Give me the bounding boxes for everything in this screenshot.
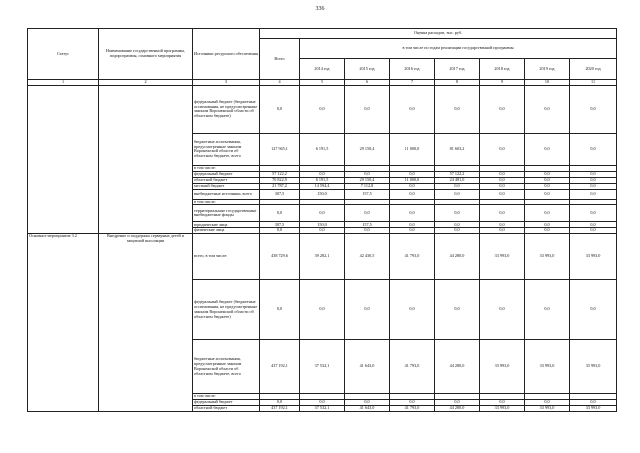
value-cell: 0,0 xyxy=(525,222,570,228)
value-cell: 33 993,0 xyxy=(525,234,570,280)
status-cell: Основное мероприятие 3.2 xyxy=(28,234,99,412)
value-cell: 437 192,1 xyxy=(260,340,300,394)
header-year: 2014 год xyxy=(300,59,345,80)
value-cell: 41 793,0 xyxy=(390,234,435,280)
empty-cell xyxy=(99,85,193,233)
value-cell: 42 430,5 xyxy=(345,234,390,280)
value-cell: 307,5 xyxy=(260,189,300,199)
value-cell: 0,0 xyxy=(480,133,525,165)
column-number: 10 xyxy=(525,80,570,86)
value-cell: 0,0 xyxy=(570,133,617,165)
value-cell: 0,0 xyxy=(260,85,300,133)
value-cell: 33 993,0 xyxy=(525,405,570,411)
header-name: Наименование государственной программы, подпрограммы, основного мероприятия xyxy=(99,29,193,80)
header-year: 2020 год xyxy=(570,59,617,80)
source-cell: федеральный бюджет (бюджетные ассигнования, не предусмотренные законом Воронежской области об областном бюджете) xyxy=(193,280,260,340)
header-by-year: в том числе по годам реализации государственной программы xyxy=(300,39,617,59)
expense-table xyxy=(27,28,617,412)
value-cell: 81 603,2 xyxy=(435,133,480,165)
value-cell: 0,0 xyxy=(300,85,345,133)
value-cell: 0,0 xyxy=(480,228,525,234)
header-year: 2017 год xyxy=(435,59,480,80)
value-cell: 41 793,0 xyxy=(390,405,435,411)
value-cell: 0,0 xyxy=(390,205,435,222)
value-cell: 0,0 xyxy=(300,280,345,340)
value-cell: 0,0 xyxy=(570,400,617,406)
value-cell: 437 192,1 xyxy=(260,405,300,411)
value-cell: 0,0 xyxy=(480,183,525,189)
source-cell: местный бюджет xyxy=(193,183,260,189)
source-cell: областной бюджет xyxy=(193,177,260,183)
value-cell: 6 191,5 xyxy=(300,177,345,183)
table-row xyxy=(28,234,617,280)
value-cell: 44 280,0 xyxy=(435,340,480,394)
header-estimate: Оценка расходов, тыс. руб. xyxy=(260,29,617,39)
column-number: 3 xyxy=(193,80,260,86)
column-number: 11 xyxy=(570,80,617,86)
value-cell: 0,0 xyxy=(570,85,617,133)
value-cell: 0,0 xyxy=(525,171,570,177)
source-cell: федеральный бюджет (бюджетные ассигнования, не предусмотренные законом Воронежской области об областном бюджете) xyxy=(193,85,260,133)
value-cell: 0,0 xyxy=(570,177,617,183)
value-cell: 0,0 xyxy=(260,280,300,340)
value-cell: 0,0 xyxy=(570,280,617,340)
header-total: Всего xyxy=(260,39,300,80)
source-cell: в том числе: xyxy=(193,394,260,400)
value-cell: 150,0 xyxy=(300,222,345,228)
column-number: 6 xyxy=(345,80,390,86)
value-cell: 0,0 xyxy=(570,222,617,228)
value-cell: 0,0 xyxy=(480,171,525,177)
value-cell: 0,0 xyxy=(390,183,435,189)
value-cell: 0,0 xyxy=(390,280,435,340)
value-cell: 24 481,0 xyxy=(435,177,480,183)
source-cell: физические лица xyxy=(193,228,260,234)
value-cell: 438 729,6 xyxy=(260,234,300,280)
value-cell: 57 122,2 xyxy=(435,171,480,177)
program-name-cell: Внедрение и поддержка серверных детей и защитной инсоляции xyxy=(99,234,193,412)
value-cell: 0,0 xyxy=(525,400,570,406)
value-cell: 0,0 xyxy=(525,205,570,222)
header-source: Источники ресурсного обеспечения xyxy=(193,29,260,80)
value-cell: 0,0 xyxy=(345,205,390,222)
value-cell: 33 993,0 xyxy=(570,234,617,280)
value-cell: 33 993,0 xyxy=(570,340,617,394)
column-number: 2 xyxy=(99,80,193,86)
value-cell: 41 643,0 xyxy=(345,405,390,411)
value-cell: 11 000,0 xyxy=(390,177,435,183)
value-cell: 0,0 xyxy=(570,228,617,234)
value-cell: 0,0 xyxy=(480,205,525,222)
value-cell: 7 112,8 xyxy=(345,183,390,189)
value-cell: 0,0 xyxy=(480,280,525,340)
value-cell: 0,0 xyxy=(390,85,435,133)
header-year: 2016 год xyxy=(390,59,435,80)
value-cell: 37 532,1 xyxy=(300,405,345,411)
value-cell: 0,0 xyxy=(435,183,480,189)
value-cell: 0,0 xyxy=(570,171,617,177)
source-cell: в том числе: xyxy=(193,199,260,205)
value-cell: 0,0 xyxy=(300,205,345,222)
value-cell: 44 280,0 xyxy=(435,405,480,411)
value-cell: 0,0 xyxy=(345,171,390,177)
value-cell: 0,0 xyxy=(480,400,525,406)
source-cell: внебюджетные источники, всего xyxy=(193,189,260,199)
value-cell: 0,0 xyxy=(525,228,570,234)
value-cell: 21 787,2 xyxy=(260,183,300,189)
value-cell: 70 822,9 xyxy=(260,177,300,183)
column-number: 1 xyxy=(28,80,99,86)
value-cell: 0,0 xyxy=(435,205,480,222)
value-cell: 127 945,1 xyxy=(260,133,300,165)
source-cell: федеральный бюджет xyxy=(193,171,260,177)
value-cell: 0,0 xyxy=(345,85,390,133)
source-cell: федеральный бюджет xyxy=(193,400,260,406)
value-cell: 0,0 xyxy=(480,85,525,133)
value-cell: 157,5 xyxy=(345,189,390,199)
header-year: 2015 год xyxy=(345,59,390,80)
value-cell: 33 993,0 xyxy=(480,405,525,411)
value-cell: 0,0 xyxy=(390,222,435,228)
value-cell: 157,5 xyxy=(345,222,390,228)
value-cell: 41 793,0 xyxy=(390,340,435,394)
value-cell: 0,0 xyxy=(345,280,390,340)
value-cell: 0,0 xyxy=(260,400,300,406)
value-cell: 0,0 xyxy=(525,177,570,183)
source-cell: юридические лица xyxy=(193,222,260,228)
value-cell: 14 594,4 xyxy=(300,183,345,189)
header-year: 2019 год xyxy=(525,59,570,80)
value-cell: 0,0 xyxy=(390,189,435,199)
header-row-1 xyxy=(28,29,617,39)
column-number: 7 xyxy=(390,80,435,86)
value-cell: 150,0 xyxy=(300,189,345,199)
value-cell: 0,0 xyxy=(525,85,570,133)
value-cell: 39 282,1 xyxy=(300,234,345,280)
value-cell: 0,0 xyxy=(260,205,300,222)
value-cell: 33 993,0 xyxy=(480,340,525,394)
value-cell: 0,0 xyxy=(435,189,480,199)
column-number: 9 xyxy=(480,80,525,86)
value-cell: 33 993,0 xyxy=(525,340,570,394)
value-cell: 0,0 xyxy=(390,400,435,406)
value-cell: 0,0 xyxy=(525,280,570,340)
value-cell: 0,0 xyxy=(480,189,525,199)
value-cell: 0,0 xyxy=(435,85,480,133)
table-row xyxy=(28,85,617,133)
value-cell: 0,0 xyxy=(525,133,570,165)
value-cell: 0,0 xyxy=(390,228,435,234)
source-cell: бюджетные ассигнования, предусмотренные законом Воронежской области об областном бюджете, всего xyxy=(193,133,260,165)
value-cell: 0,0 xyxy=(260,228,300,234)
value-cell: 29 150,4 xyxy=(345,133,390,165)
value-cell: 0,0 xyxy=(435,222,480,228)
value-cell: 0,0 xyxy=(570,183,617,189)
value-cell: 0,0 xyxy=(345,400,390,406)
value-cell: 44 280,0 xyxy=(435,234,480,280)
value-cell: 0,0 xyxy=(345,228,390,234)
value-cell: 11 000,0 xyxy=(390,133,435,165)
source-cell: территориальные государственные внебюджетные фонды xyxy=(193,205,260,222)
value-cell: 0,0 xyxy=(525,189,570,199)
column-number: 8 xyxy=(435,80,480,86)
value-cell: 307,5 xyxy=(260,222,300,228)
page-number: 336 xyxy=(315,6,325,12)
value-cell: 37 532,1 xyxy=(300,340,345,394)
value-cell: 0,0 xyxy=(435,228,480,234)
header-status: Статус xyxy=(28,29,99,80)
value-cell: 0,0 xyxy=(300,171,345,177)
value-cell: 0,0 xyxy=(570,205,617,222)
header-year: 2018 год xyxy=(480,59,525,80)
source-cell: бюджетные ассигнования, предусмотренные законом Воронежской области об областном бюджете, всего xyxy=(193,340,260,394)
value-cell: 33 993,0 xyxy=(480,234,525,280)
value-cell: 29 150,4 xyxy=(345,177,390,183)
column-number: 5 xyxy=(300,80,345,86)
value-cell: 0,0 xyxy=(300,400,345,406)
source-cell: всего, в том числе: xyxy=(193,234,260,280)
empty-cell xyxy=(28,85,99,233)
value-cell: 6 191,5 xyxy=(300,133,345,165)
value-cell: 0,0 xyxy=(300,228,345,234)
value-cell: 0,0 xyxy=(390,171,435,177)
value-cell: 0,0 xyxy=(480,177,525,183)
value-cell: 0,0 xyxy=(435,400,480,406)
column-number: 4 xyxy=(260,80,300,86)
value-cell: 0,0 xyxy=(570,189,617,199)
source-cell: в том числе: xyxy=(193,165,260,171)
value-cell: 41 643,0 xyxy=(345,340,390,394)
value-cell: 0,0 xyxy=(480,222,525,228)
value-cell: 33 993,0 xyxy=(570,405,617,411)
value-cell: 57 122,2 xyxy=(260,171,300,177)
source-cell: областной бюджет xyxy=(193,405,260,411)
value-cell: 0,0 xyxy=(525,183,570,189)
value-cell: 0,0 xyxy=(435,280,480,340)
